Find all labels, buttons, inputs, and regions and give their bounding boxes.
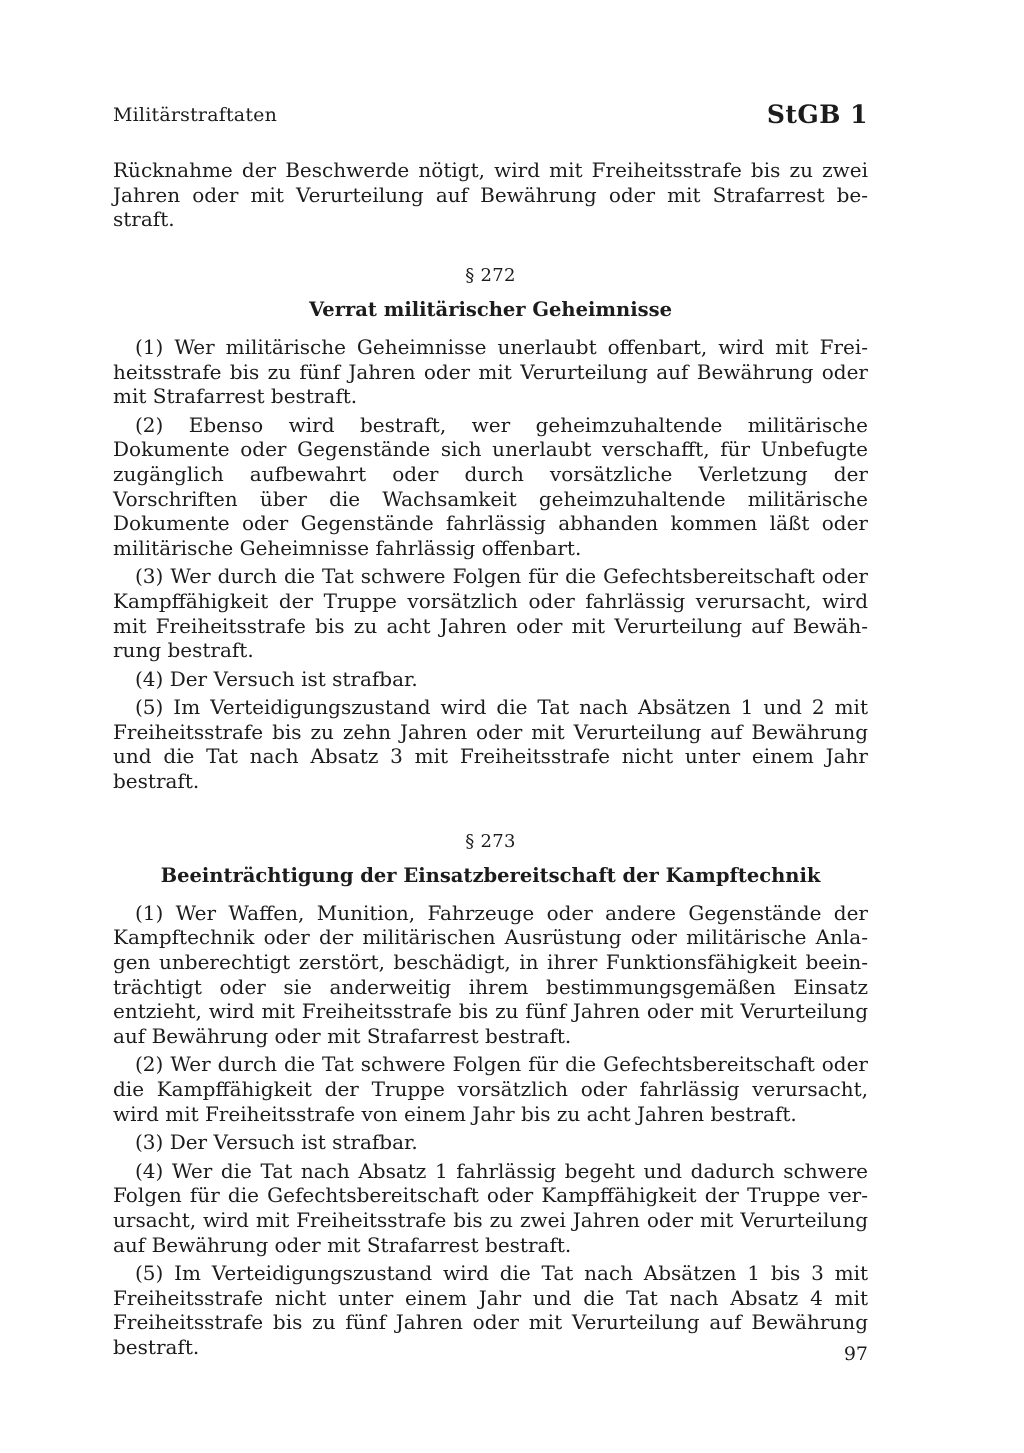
paragraph: (5) Im Verteidigungszustand wird die Tat nach Absätzen 1 und 2 mit Freiheitsstrafe bis zu zehn Jahren oder mit Verurteilung auf Bewährung und die Tat nach Absatz 3 mit Freiheitsstrafe nicht unter einem Jahr bestraft. bbox=[113, 695, 868, 794]
paragraph: (5) Im Verteidigungszustand wird die Tat nach Absätzen 1 bis 3 mit Freiheitsstrafe nicht unter einem Jahr und die Tat nach Absatz 4 mit Freiheitsstrafe bis zu fünf Jahren oder mit Verurteilung auf Bewährung bestraft. bbox=[113, 1261, 868, 1359]
paragraph: (4) Wer die Tat nach Absatz 1 fahrlässig begeht und dadurch schwere Folgen für die Gefechtsbereitschaft oder Kampffähigkeit der Truppe verursacht, wird mit Freiheitsstrafe bis zu zwei Jahren oder mit Verurteilung auf Bewährung oder mit Strafarrest bestraft. bbox=[113, 1158, 868, 1257]
running-header bbox=[113, 100, 868, 134]
header-chapter-title: Militärstraftaten bbox=[113, 104, 278, 126]
paragraph: (3) Der Versuch ist strafbar. bbox=[135, 1130, 418, 1155]
paragraph: (2) Wer durch die Tat schwere Folgen für die Gefechtsbereitschaft oder die Kampffähigkeit der Truppe vorsätzlich oder fahrlässig verursacht, wird mit Freiheitsstrafe von einem Jahr bis zu acht Jahren bestraft. bbox=[113, 1052, 868, 1126]
document-body bbox=[113, 158, 868, 1364]
paragraph: (1) Wer Waffen, Munition, Fahrzeuge oder andere Gegenstände der Kampftechnik oder der militärischen Ausrüstung oder militärische Anlagen unberechtigt zerstört, beschädigt, in ihrer Funktionsfähigkeit beeinträchtigt oder sie anderweitig ihrem bestimmungsgemäßen Einsatz entzieht, wird mit Freiheitsstrafe bis zu fünf Jahren oder mit Verurteilung auf Bewährung oder mit Strafarrest bestraft. bbox=[113, 900, 868, 1048]
document-page bbox=[113, 0, 868, 1453]
page-number: 97 bbox=[843, 1343, 868, 1365]
section-number: § 272 bbox=[465, 264, 516, 286]
paragraph: (2) Ebenso wird bestraft, wer geheimzuhaltende militärische Dokumente oder Gegenstände sich unerlaubt verschafft, für Unbefugte zugänglich aufbewahrt oder durch vorsätzliche Verletzung der Vorschriften über die Wachsamkeit geheimzuhaltende militärische Dokumente oder Gegenstände fahrlässig abhanden kommen läßt oder militärische Geheimnisse fahrlässig offenbart. bbox=[113, 412, 868, 560]
paragraph: (4) Der Versuch ist strafbar. bbox=[135, 666, 418, 691]
section-number: § 273 bbox=[465, 830, 516, 852]
section-272 bbox=[113, 264, 868, 794]
section-273 bbox=[113, 830, 868, 1360]
continuation-text: Rücknahme der Beschwerde nötigt, wird mit Freiheitsstrafe bis zu zwei Jahren oder mit Verurteilung auf Bewährung oder mit Strafarrest bestraft. bbox=[113, 158, 868, 232]
section-title: Verrat militärischer Geheimnisse bbox=[308, 298, 673, 322]
paragraph: (1) Wer militärische Geheimnisse unerlaubt offenbart, wird mit Freiheitsstrafe bis zu fünf Jahren oder mit Verurteilung auf Bewährung oder mit Strafarrest bestraft. bbox=[113, 334, 868, 409]
section-title: Beeinträchtigung der Einsatzbereitschaft der Kampftechnik bbox=[160, 864, 821, 888]
paragraph: (3) Wer durch die Tat schwere Folgen für die Gefechtsbereitschaft oder Kampffähigkeit der Truppe vorsätzlich oder fahrlässig verursacht, wird mit Freiheitsstrafe bis zu acht Jahren oder mit Verurteilung auf Bewährung bestraft. bbox=[113, 564, 868, 663]
header-code-reference: StGB 1 bbox=[766, 100, 868, 129]
